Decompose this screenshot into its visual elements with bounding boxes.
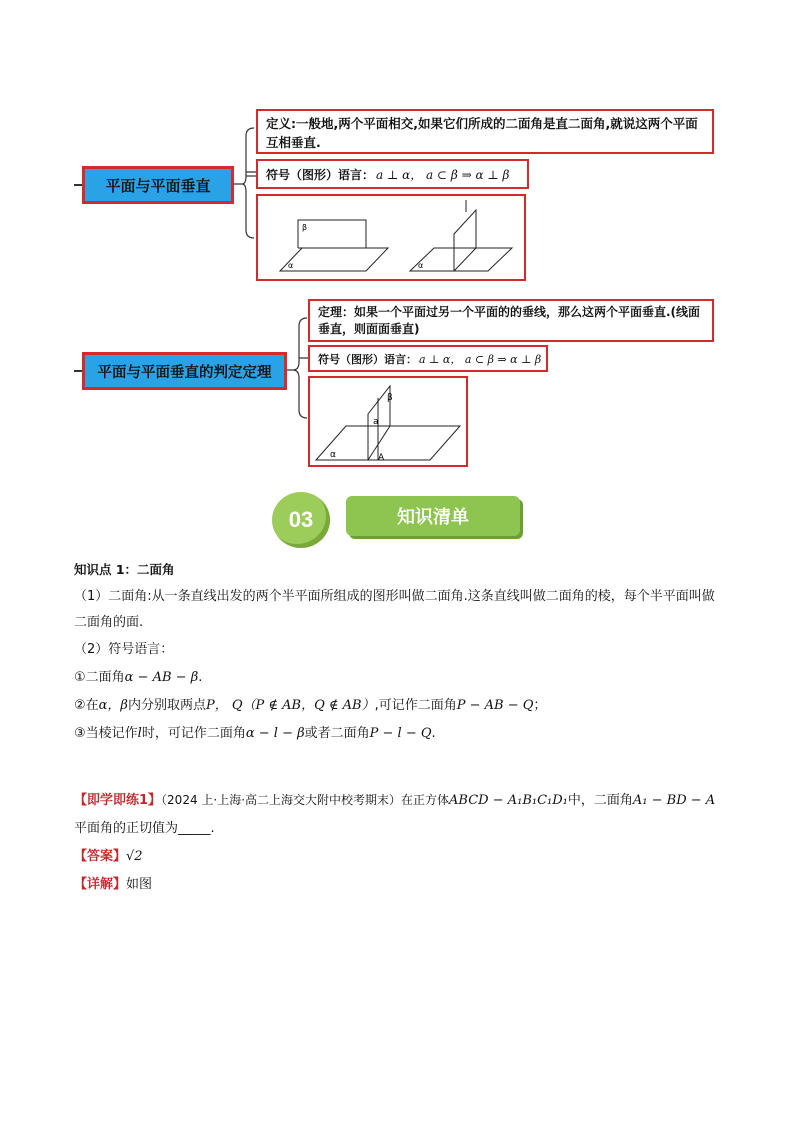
label-A: A: [378, 453, 385, 463]
math: ABCD − A₁B₁C₁D₁: [449, 793, 568, 808]
label-alpha-2: α: [418, 261, 424, 270]
item-text: .: [431, 726, 436, 741]
math: α − l − β: [245, 726, 305, 741]
math: α，β: [98, 698, 128, 713]
symbol-expr: a ⊥ α， a ⊂ β ⇒ α ⊥ β: [376, 167, 510, 182]
item-text: 或者二面角: [304, 726, 370, 741]
item-1: [74, 664, 724, 692]
symbol-label: 符号（图形）语言：: [266, 167, 375, 182]
exercise-tag: 【即学即练1】: [74, 793, 162, 808]
symbol-label: 符号（图形）语言：: [318, 352, 417, 366]
symbol-expr: a ⊥ α， a ⊂ β ⇒ α ⊥ β: [419, 352, 542, 366]
label-beta: β: [387, 393, 393, 403]
section-title-bar: [346, 496, 520, 536]
math: A₁ − BD − A: [632, 793, 716, 808]
symbol-box: [256, 159, 529, 189]
item-2: [74, 692, 724, 720]
paragraph-1: （1）二面角:从一条直线出发的两个半平面所组成的图形叫做二面角.这条直线叫做二面角的棱，每个半平面叫做二面角的面.: [74, 589, 715, 630]
math: P − AB − Q: [456, 698, 534, 713]
item-text: ③当棱记作: [74, 726, 138, 741]
item-text: .: [198, 670, 203, 685]
exercise-text: 中，二面角: [567, 793, 633, 808]
label-alpha: α: [330, 450, 336, 460]
theorem-figure: [310, 378, 466, 465]
exercise-section: [74, 786, 734, 899]
definition-box: [256, 109, 714, 154]
detail-tag: 【详解】: [74, 877, 127, 892]
theorem-text: 定理：如果一个平面过另一个平面的的垂线，那么这两个平面垂直.(线面垂直，则面面垂直): [318, 305, 701, 336]
symbol-box-2: [308, 345, 548, 372]
answer-value: √2: [126, 849, 143, 864]
figure-box-1: [256, 194, 526, 281]
math: l: [137, 726, 142, 741]
detail-text: 如图: [126, 877, 153, 892]
item-text: ,可记作二面角: [374, 698, 457, 713]
figure-box-2: [308, 376, 468, 467]
label-beta: β: [302, 223, 308, 232]
math: P， Q（P ∉ AB，Q ∉ AB）: [205, 698, 375, 713]
topic-label: 平面与平面垂直的判定定理: [97, 364, 272, 381]
knowledge-heading: 知识点 1：二面角: [74, 562, 175, 577]
section-number-badge: [272, 492, 330, 548]
knowledge-section: [74, 556, 724, 748]
definition-text: 定义:一般地,两个平面相交,如果它们所成的二面角是直二面角,就说这两个平面互相垂直.: [266, 116, 698, 150]
paragraph-2: （2）符号语言：: [74, 642, 174, 657]
item-text: 时，可记作二面角: [141, 726, 246, 741]
math: P − l − Q: [369, 726, 432, 741]
topic-plane-perpendicular-theorem: [82, 352, 287, 390]
section-title: 知识清单: [397, 507, 469, 528]
theorem-box: [308, 299, 714, 342]
answer-line: [74, 843, 734, 871]
item-text: 内分别取两点: [127, 698, 206, 713]
item-text: ①二面角: [74, 670, 125, 685]
math: α − AB − β: [124, 670, 199, 685]
perpendicular-planes-figure: [258, 196, 524, 279]
label-a: a: [373, 417, 379, 427]
item-text: ；: [533, 698, 547, 713]
section-number: 03: [288, 507, 314, 532]
section-banner: [272, 492, 522, 548]
exercise-line-1: [74, 786, 734, 815]
exercise-line-2: 平面角的正切值为_____.: [74, 821, 215, 836]
exercise-source: （2024 上·上海·高二上海交大附中校考期末）在正方体: [161, 793, 450, 807]
detail-line: [74, 871, 734, 899]
label-alpha: α: [288, 261, 294, 270]
item-text: ②在: [74, 698, 99, 713]
topic-label: 平面与平面垂直: [105, 176, 211, 195]
answer-tag: 【答案】: [74, 849, 127, 864]
item-3: [74, 720, 724, 748]
topic-plane-perpendicular: [82, 166, 234, 204]
